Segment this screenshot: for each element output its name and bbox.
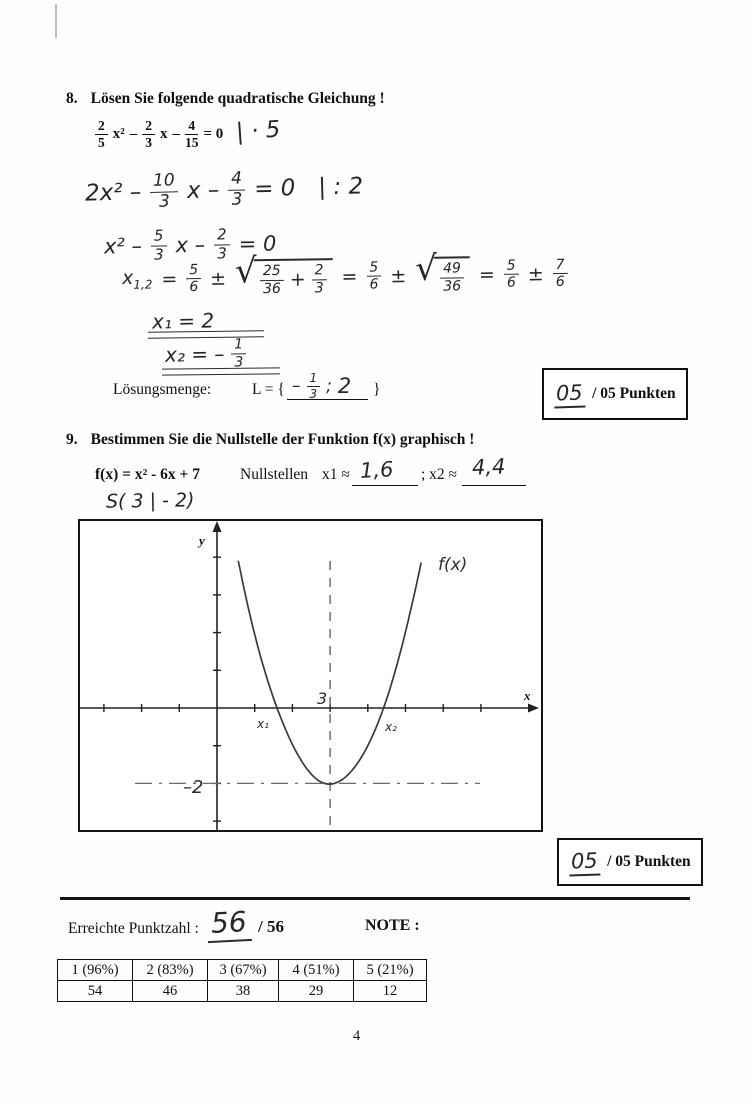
w1-frac-4-3: $\frac{4}{3}$ (228, 170, 246, 209)
hw-result-x1: x₁ = 2 (151, 308, 215, 334)
w1-frac-10-3: 10 3 (150, 172, 179, 211)
x2-blank-line (462, 485, 526, 486)
scan-artifact-line (55, 4, 57, 38)
y-axis-label: y (199, 533, 205, 548)
w3-eq2: = (341, 265, 358, 288)
w3-plus: + (289, 268, 306, 291)
double-underline-x2 (162, 367, 280, 375)
grade-table-value-row (58, 981, 427, 1002)
grade-value-cell: 46 (133, 981, 208, 1002)
grade-header-cell: 4 (51%) (279, 960, 354, 981)
x-axis-arrow (528, 704, 539, 713)
points-total-q8: / 05 Punkten (592, 385, 676, 402)
eq-x-squared: x² (112, 126, 125, 143)
hw-score-value: 56 (206, 905, 251, 943)
hw-solution-set-value (292, 372, 351, 400)
sqrt-glyph: √ (234, 251, 258, 292)
question8-equation (95, 119, 223, 150)
eq-minus1: – (129, 126, 138, 143)
grade-header-cell: 3 (67%) (208, 960, 279, 981)
hw-label-x1: x₁ (257, 717, 269, 731)
grade-value-cell: 38 (208, 981, 279, 1002)
w3-eq3: = (478, 263, 496, 286)
grade-value-cell: 29 (279, 981, 354, 1002)
w3-frac-5-6b: $\frac{5}{6}$ (366, 260, 381, 293)
solution-set-suffix: } (373, 381, 381, 398)
hw-x1-value: 1,6 (359, 457, 395, 483)
hw-label-three: 3 (317, 689, 328, 708)
solution-set-blank-line (287, 399, 368, 400)
footer-rule (60, 897, 690, 900)
score-total: / 56 (258, 917, 284, 936)
w5-frac-1-3: 1 3 (231, 337, 246, 370)
hw-label-x2: x₂ (385, 720, 397, 734)
w2-mid: x – (175, 232, 206, 258)
lsg-minus: – (292, 376, 301, 397)
w3-frac-5-6c: $\frac{5}{6}$ (504, 258, 519, 291)
y-axis-arrow (213, 521, 222, 532)
solution-set-prefix: L = { (252, 381, 285, 398)
w2-frac-5-3: 5 3 (151, 228, 167, 263)
graph-svg (80, 521, 541, 830)
question8-number: 8. (66, 90, 78, 107)
x2-label: ; x2 ≈ (421, 466, 458, 483)
note-label: NOTE : (365, 917, 420, 934)
hw-work-line3 (121, 248, 568, 299)
score-label: Erreichte Punktzahl : (68, 920, 199, 937)
w3-plusminus2: ± (390, 264, 407, 288)
grade-header-cell: 2 (83%) (133, 960, 208, 981)
hw-multiply-by-5: | · 5 (235, 116, 282, 146)
w5-lead: x₂ = – (164, 341, 225, 367)
eq-frac-4-15: $\frac{4}{15}$ (185, 118, 199, 151)
w3-frac-25-36: 25 36 (260, 264, 284, 297)
hw-result-x2 (165, 337, 247, 371)
lsg-value-2: 2 (337, 374, 352, 399)
w3-plusminus3: ± (527, 262, 544, 286)
points-box-q9 (557, 838, 703, 886)
w1-equals-zero: = 0 (253, 175, 296, 203)
w3-sqrt1 (234, 251, 333, 297)
w2-equals-zero: = 0 (238, 231, 277, 257)
eq-minus2: – (172, 126, 180, 143)
x-axis-label: x (524, 688, 531, 703)
points-box-q8 (542, 368, 688, 420)
hw-label-minus2: –2 (183, 777, 204, 798)
solution-set-label: Lösungsmenge: (113, 381, 212, 398)
hw-work-line1 (85, 167, 364, 213)
w2-lead: x² – (103, 234, 143, 259)
question8-heading (66, 90, 385, 108)
lsg-separator: ; (326, 376, 332, 397)
grade-value-cell: 12 (354, 981, 427, 1002)
w3-frac-7-6: $\frac{7}{6}$ (552, 257, 567, 290)
graph-frame (78, 519, 543, 832)
eq-frac-2-3: 2 3 (142, 119, 155, 150)
question8-title: Lösen Sie folgende quadratische Gleichung ! (90, 90, 385, 107)
x1-blank-line (352, 485, 418, 486)
page-number: 4 (353, 1028, 361, 1044)
grade-header-cell: 5 (21%) (354, 960, 427, 981)
grade-header-cell: 1 (96%) (58, 960, 133, 981)
hw-x2-value: 4,4 (471, 454, 506, 480)
lsg-frac-1-3: 1 3 (307, 372, 321, 400)
w2-frac-2-3: $\frac{2}{3}$ (214, 227, 230, 262)
w1-divide-by-2: | : 2 (318, 173, 364, 201)
w3-frac-5-6a: $\frac{5}{6}$ (186, 263, 201, 296)
eq-rhs: = 0 (203, 126, 224, 143)
hw-earned-points-q9: 05 (569, 848, 601, 876)
question9-heading (66, 431, 474, 449)
sqrt-glyph: √ (414, 248, 438, 290)
eq-x: x (160, 126, 168, 143)
nullstellen-label: Nullstellen (240, 466, 309, 483)
function-definition: f(x) = x² - 6x + 7 (95, 466, 200, 483)
hw-vertex-note: S( 3 | - 2) (105, 489, 195, 513)
w3-x12: $x_{1,2}$ (121, 267, 153, 293)
w3-eq1: = (161, 268, 178, 291)
w3-plusminus1: ± (210, 267, 227, 290)
question9-title: Bestimmen Sie die Nullstelle der Funktion f(x) graphisch ! (90, 431, 475, 448)
question9-number: 9. (66, 431, 78, 448)
w1-lead: 2x² – (84, 179, 142, 207)
w3-sqrt2 (414, 248, 470, 295)
grade-value-cell: 54 (58, 981, 133, 1002)
hw-earned-points-q8: 05 (554, 380, 586, 408)
grade-table (57, 959, 427, 1002)
grade-table-header-row (58, 960, 427, 981)
w1-mid: x – (186, 177, 220, 205)
w3-frac-2-3: $\frac{2}{3}$ (311, 263, 326, 296)
x1-label: x1 ≈ (322, 466, 350, 483)
hw-label-fx: f(x) (438, 555, 468, 575)
points-total-q9: / 05 Punkten (607, 853, 691, 870)
eq-frac-2-5: 2 5 (95, 119, 108, 150)
w3-frac-49-36: 49 36 (440, 261, 464, 294)
